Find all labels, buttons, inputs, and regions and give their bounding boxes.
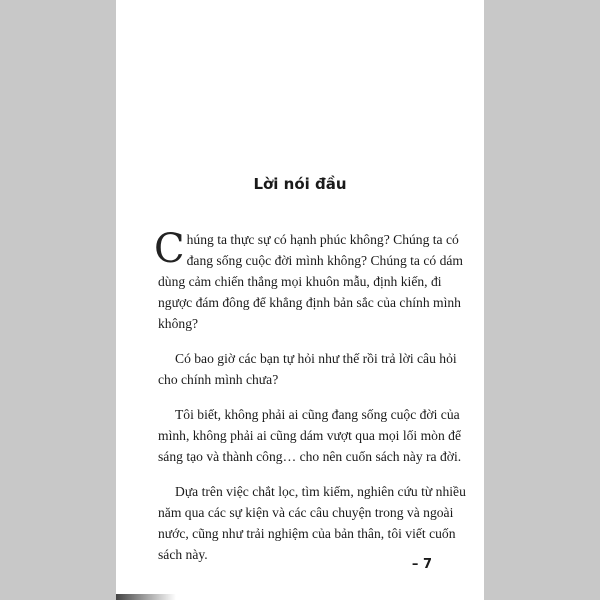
paragraph-3: Tôi biết, không phải ai cũng đang sống cuộc đời của mình, không phải ai cũng dám vượt qua mọi lối mòn để sáng tạo và thành công… cho nên cuốn sách này ra đời.: [158, 407, 462, 464]
book-page: [116, 0, 484, 600]
page-number: – 7: [411, 557, 432, 572]
paragraph-2: Có bao giờ các bạn tự hỏi như thế rồi trả lời câu hỏi cho chính mình chưa?: [158, 351, 457, 387]
paragraph-4: Dựa trên việc chắt lọc, tìm kiếm, nghiên cứu từ nhiều năm qua các sự kiện và các câu chuyện trong và ngoài nước, cũng như trải nghiệm của bản thân, tôi viết cuốn sách này.: [158, 484, 466, 562]
chapter-title: Lời nói đầu: [253, 175, 347, 193]
page-edge-shadow: [116, 594, 176, 600]
preface-body: [154, 226, 466, 579]
drop-cap: C: [154, 226, 185, 272]
paragraph-1: [154, 226, 466, 334]
paragraph-1-text: húng ta thực sự có hạnh phúc không? Chúng ta có đang sống cuộc đời mình không? Chúng ta có dám dùng cảm chiến thắng mọi khuôn mẫu, định kiến, đi ngược đám đông để khẳng định bản sắc của chính mình không?: [158, 232, 463, 331]
